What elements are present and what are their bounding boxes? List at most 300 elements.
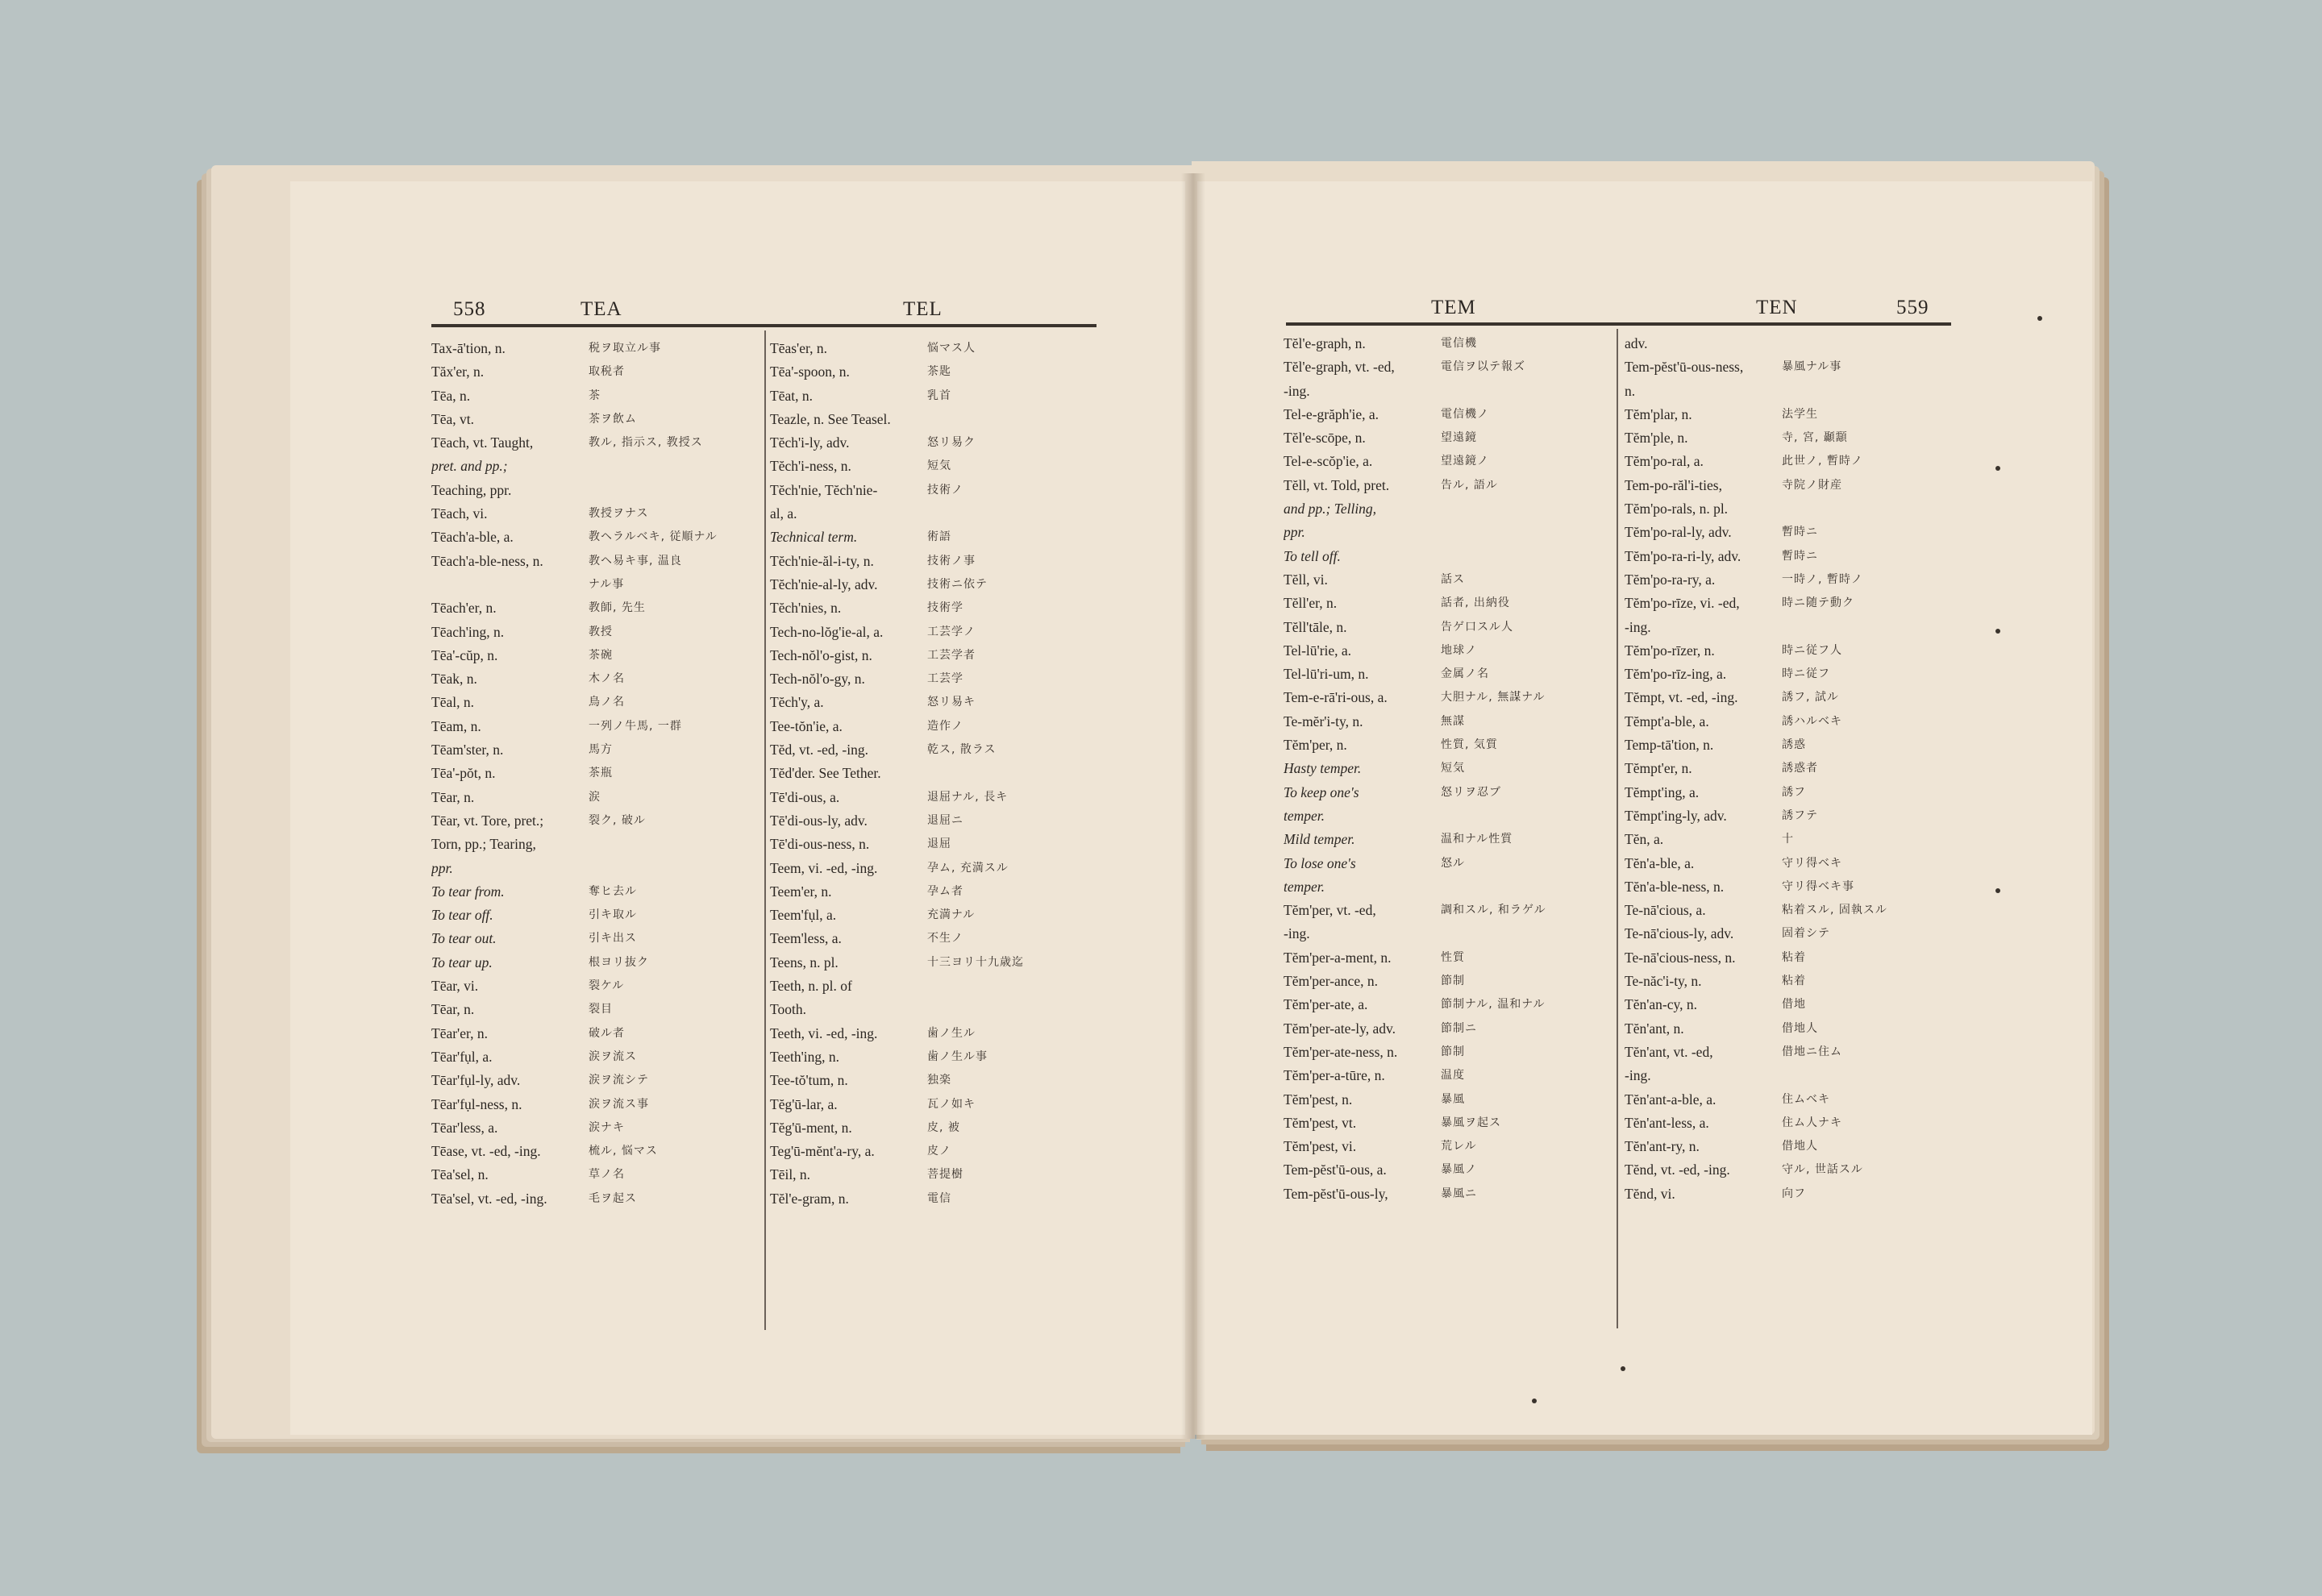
dictionary-entry (770, 1116, 1092, 1140)
japanese-definition: 乾ス, 散ラス (927, 743, 997, 757)
japanese-definition: 鳥ノ名 (589, 696, 625, 709)
japanese-definition: 借地 (1782, 998, 1806, 1012)
paper-speck (2037, 316, 2042, 321)
headword: Tēa'-spoon, n. (770, 364, 850, 380)
headword: Tĕmpt'ing-ly, adv. (1625, 807, 1727, 824)
japanese-definition: 涙ヲ流シテ (589, 1074, 649, 1087)
headword: al, a. (770, 505, 797, 522)
dictionary-entry (1625, 1135, 1947, 1158)
dictionary-entry (1625, 450, 1947, 473)
headword: Tel-lū'ri-um, n. (1284, 666, 1369, 683)
headword: Tēat, n. (770, 387, 813, 404)
dictionary-entry (431, 762, 762, 785)
headword: Tēach, vt. Taught, (431, 434, 534, 451)
dictionary-entry (770, 691, 1092, 714)
dictionary-entry (1284, 616, 1614, 639)
headword: ppr. (431, 859, 453, 876)
dictionary-entry (1284, 592, 1614, 615)
dictionary-entry (1625, 332, 1947, 355)
headword: Tĕch'nie-ăl-i-ty, n. (770, 552, 874, 569)
dictionary-entry (431, 786, 762, 809)
japanese-definition: 調和スル, 和ラゲル (1441, 904, 1546, 917)
headword: Tēam'ster, n. (431, 742, 504, 759)
dictionary-entry (770, 880, 1092, 904)
dictionary-entry (431, 715, 762, 738)
dictionary-entry (1625, 568, 1947, 592)
dictionary-entry (1625, 497, 1947, 521)
headword: Tēach'er, n. (431, 600, 497, 617)
japanese-definition: 暴風ナル事 (1782, 360, 1842, 374)
japanese-definition: 涙ナキ (589, 1120, 625, 1134)
japanese-definition: 悩マス人 (927, 342, 976, 355)
left-column-divider (764, 330, 766, 1330)
japanese-definition: 話者, 出納役 (1441, 596, 1510, 610)
headword: Tĕn'ant, vt. -ed, (1625, 1043, 1713, 1060)
japanese-definition: 皮ノ (927, 1145, 951, 1158)
dictionary-entry (431, 667, 762, 691)
headword: Teem'er, n. (770, 883, 832, 900)
dictionary-entry (1625, 875, 1947, 899)
japanese-definition: 教ル, 指示ス, 教授ス (589, 436, 703, 450)
headword: To lose one's (1284, 854, 1356, 871)
headword: Te-mĕr'i-ty, n. (1284, 713, 1363, 729)
japanese-definition: 誘フテ (1782, 808, 1818, 822)
japanese-definition: 工芸学ノ (927, 625, 976, 638)
dictionary-entry (1284, 332, 1614, 355)
japanese-definition: 歯ノ生ル (927, 1026, 976, 1040)
headword: Tĕm'pest, vi. (1284, 1138, 1357, 1155)
japanese-definition: 破ル者 (589, 1026, 625, 1040)
headword: -ing. (1284, 925, 1310, 942)
japanese-definition: 裂ケル (589, 979, 625, 993)
headword: and pp.; Telling, (1284, 501, 1377, 517)
headword: Tēak, n. (431, 671, 477, 688)
headword: Tĕnd, vi. (1625, 1185, 1675, 1202)
japanese-definition: 引キ出ス (589, 932, 637, 946)
dictionary-entry (770, 573, 1092, 596)
headword: Tĕll, vi. (1284, 571, 1328, 588)
dictionary-entry (1284, 1135, 1614, 1158)
right-header-rule (1286, 322, 1951, 326)
japanese-definition: 教ヘ易キ事, 温良 (589, 554, 682, 567)
headword: -ing. (1284, 382, 1310, 399)
dictionary-entry (1284, 1088, 1614, 1112)
headword: Tech-nŏl'o-gy, n. (770, 671, 865, 688)
dictionary-entry (1625, 521, 1947, 544)
japanese-definition: 歯ノ生ル事 (927, 1049, 988, 1063)
dictionary-entry (1625, 474, 1947, 497)
dictionary-entry (1284, 1158, 1614, 1182)
headword: Tĕmpt, vt. -ed, -ing. (1625, 689, 1738, 706)
japanese-definition: 術語 (927, 530, 951, 544)
dictionary-entry (1625, 922, 1947, 946)
japanese-definition: 茶ヲ飲ム (589, 412, 637, 426)
dictionary-entry (1284, 568, 1614, 592)
headword: Tee-tŏn'ie, a. (770, 717, 843, 734)
dictionary-entry (770, 1069, 1092, 1092)
japanese-definition: 奪ヒ去ル (589, 884, 637, 898)
japanese-definition: 技術ニ依テ (927, 577, 988, 591)
dictionary-entry (1625, 380, 1947, 403)
dictionary-entry (431, 408, 762, 431)
dictionary-entry (770, 998, 1092, 1021)
headword: Teem, vi. -ed, -ing. (770, 859, 878, 876)
headword: Tē'di-ous, a. (770, 788, 840, 805)
japanese-definition: 節制ナル, 温和ナル (1441, 998, 1546, 1012)
headword: Tĕch'y, a. (770, 694, 824, 711)
headword: Tĕn'ant-less, a. (1625, 1114, 1709, 1131)
japanese-definition: 節制ニ (1441, 1021, 1477, 1035)
headword: Tĕmpt'er, n. (1625, 760, 1692, 777)
dictionary-entry (1284, 1041, 1614, 1064)
dictionary-entry (770, 1140, 1092, 1163)
headword: Torn, pp.; Tearing, (431, 836, 536, 853)
headword: Tĕm'per-a-ment, n. (1284, 949, 1392, 966)
headword: To tear from. (431, 883, 505, 900)
dictionary-entry (770, 550, 1092, 573)
dictionary-entry (770, 479, 1092, 502)
dictionary-entry (1284, 639, 1614, 663)
japanese-definition: 工芸学者 (927, 648, 976, 662)
japanese-definition: 節制 (1441, 1045, 1465, 1058)
headword: Tĕn'a-ble, a. (1625, 854, 1695, 871)
japanese-definition: 誘ハルベキ (1782, 714, 1842, 728)
headword: Tĕm'per-ate, a. (1284, 996, 1368, 1013)
headword: Tēal, n. (431, 694, 474, 711)
japanese-definition: 誘フ (1782, 785, 1806, 799)
headword: Tēar'less, a. (431, 1119, 498, 1136)
dictionary-entry (770, 360, 1092, 384)
headword: Tĕm'per-ate-ness, n. (1284, 1043, 1398, 1060)
dictionary-entry (1625, 403, 1947, 426)
japanese-definition: 話ス (1441, 572, 1465, 586)
headword: To keep one's (1284, 783, 1359, 800)
left-column-2 (770, 337, 1092, 1211)
dictionary-entry (1284, 450, 1614, 473)
paper-speck (1995, 629, 2000, 634)
dictionary-entry (1284, 946, 1614, 970)
dictionary-entry (770, 667, 1092, 691)
headword: Tĕm'po-ra-ri-ly, adv. (1625, 547, 1742, 564)
headword: Tĕm'po-ra-ry, a. (1625, 571, 1716, 588)
dictionary-entry (431, 904, 762, 927)
dictionary-entry (1625, 1088, 1947, 1112)
japanese-definition: 借地人 (1782, 1140, 1818, 1153)
headword: Tēas'er, n. (770, 340, 827, 356)
dictionary-entry (431, 738, 762, 762)
japanese-definition: 取税者 (589, 365, 625, 379)
japanese-definition: 教師, 先生 (589, 601, 646, 615)
headword: Tĕch'nie, Tĕch'nie- (770, 481, 878, 498)
headword: Tĕch'nies, n. (770, 600, 842, 617)
left-column-1 (431, 337, 762, 1211)
japanese-definition: 退屈ニ (927, 813, 963, 827)
dictionary-entry (1625, 545, 1947, 568)
headword: Tee-tŏ'tum, n. (770, 1072, 848, 1089)
paper-speck (1532, 1399, 1537, 1403)
japanese-definition: 皮, 被 (927, 1120, 960, 1134)
headword: Tēa'sel, vt. -ed, -ing. (431, 1190, 547, 1207)
headword: Hasty temper. (1284, 760, 1362, 777)
dictionary-entry (1625, 757, 1947, 780)
headword: Teens, n. pl. (770, 954, 838, 970)
headword: Tem-pĕst'ū-ous-ly, (1284, 1185, 1388, 1202)
dictionary-entry (770, 526, 1092, 549)
headword: Tĕl'e-gram, n. (770, 1190, 849, 1207)
japanese-definition: 暴風ヲ起ス (1441, 1116, 1501, 1129)
headword: Tĕg'ū-lar, a. (770, 1095, 838, 1112)
dictionary-entry (431, 455, 762, 478)
japanese-definition: 寺院ノ財産 (1782, 478, 1842, 492)
headword: Tĕnd, vt. -ed, -ing. (1625, 1162, 1730, 1178)
japanese-definition: 孕ム, 充満スル (927, 861, 1009, 875)
dictionary-entry (770, 715, 1092, 738)
japanese-definition: 暴風ニ (1441, 1187, 1477, 1200)
headword: Tēa'sel, n. (431, 1166, 489, 1183)
japanese-definition: 暴風ノ (1441, 1163, 1477, 1177)
dictionary-entry (431, 479, 762, 502)
dictionary-entry (431, 360, 762, 384)
dictionary-entry (1284, 521, 1614, 544)
dictionary-entry (1284, 663, 1614, 686)
dictionary-entry (431, 951, 762, 975)
japanese-definition: 節制 (1441, 975, 1465, 988)
headword: Tĕm'plar, n. (1625, 405, 1692, 422)
headword: Tĕll, vt. Told, pret. (1284, 476, 1390, 493)
japanese-definition: 誘フ, 試ル (1782, 691, 1839, 704)
headword: Temp-tā'tion, n. (1625, 737, 1714, 754)
japanese-definition: 充満ナル (927, 908, 976, 922)
japanese-definition: 技術学 (927, 601, 963, 615)
dictionary-entry (770, 408, 1092, 431)
headword: temper. (1284, 878, 1325, 895)
headword: Tem-e-rā'ri-ous, a. (1284, 689, 1388, 706)
headword: Tem-pĕst'ū-ous, a. (1284, 1162, 1387, 1178)
headword: To tear off. (431, 907, 493, 924)
dictionary-entry (431, 384, 762, 408)
dictionary-entry (1625, 592, 1947, 615)
japanese-definition: 十三ヨリ十九歳迄 (927, 955, 1024, 969)
dictionary-entry (431, 644, 762, 667)
headword: Tēar, n. (431, 1001, 475, 1018)
dictionary-entry (431, 550, 762, 573)
japanese-definition: 独楽 (927, 1074, 951, 1087)
dictionary-entry (431, 833, 762, 856)
japanese-definition: 一時ノ, 暫時ノ (1782, 572, 1863, 586)
dictionary-entry (1284, 545, 1614, 568)
japanese-definition: 此世ノ, 暫時ノ (1782, 455, 1863, 468)
headword: Tĕn, a. (1625, 831, 1664, 848)
japanese-definition: 金属ノ名 (1441, 667, 1489, 681)
japanese-definition: 茶 (589, 389, 601, 402)
japanese-definition: 粘着 (1782, 950, 1806, 964)
book-gutter (1181, 173, 1205, 1439)
dictionary-entry (431, 596, 762, 620)
japanese-definition: 教授 (589, 625, 613, 638)
dictionary-entry (1284, 734, 1614, 757)
headword: Tēar, n. (431, 788, 475, 805)
dictionary-entry (431, 691, 762, 714)
japanese-definition: 住ムベキ (1782, 1092, 1830, 1106)
headword: Tēar, vt. Tore, pret.; (431, 812, 544, 829)
dictionary-entry (1625, 1017, 1947, 1041)
headword: Teeth'ing, n. (770, 1048, 840, 1065)
dictionary-entry (1284, 1064, 1614, 1087)
dictionary-entry (770, 1163, 1092, 1187)
japanese-definition: 温度 (1441, 1069, 1465, 1083)
headword: Tem-po-răl'i-ties, (1625, 476, 1722, 493)
headword: Tĕd'der. See Tether. (770, 765, 881, 782)
headword: -ing. (1625, 618, 1651, 635)
dictionary-entry (1284, 686, 1614, 709)
headword: Tĕm'per-ate-ly, adv. (1284, 1020, 1396, 1037)
dictionary-entry (1625, 1112, 1947, 1135)
japanese-definition: 根ヨリ抜ク (589, 955, 649, 969)
japanese-definition: 望遠鏡 (1441, 431, 1477, 445)
dictionary-entry (1625, 1158, 1947, 1182)
dictionary-entry (1625, 1041, 1947, 1064)
headword: Tĕll'er, n. (1284, 595, 1338, 612)
headword: Teaching, ppr. (431, 481, 512, 498)
japanese-definition: 草ノ名 (589, 1168, 625, 1182)
headword: Te-nā'cious-ly, adv. (1625, 925, 1734, 942)
headword: ppr. (1284, 524, 1305, 541)
headword: Teeth, vi. -ed, -ing. (770, 1025, 878, 1041)
japanese-definition: 電信機 (1441, 337, 1477, 350)
dictionary-entry (431, 526, 762, 549)
dictionary-entry (1625, 355, 1947, 379)
headword: Tēar'fụl-ly, adv. (431, 1072, 521, 1089)
headword: Tel-e-grăph'ie, a. (1284, 405, 1379, 422)
japanese-definition: ナル事 (589, 577, 625, 591)
dictionary-entry (1625, 639, 1947, 663)
dictionary-entry (1284, 804, 1614, 828)
dictionary-entry (431, 1093, 762, 1116)
dictionary-entry (770, 431, 1092, 455)
left-page-number: 558 (453, 298, 486, 320)
headword: Tĕm'po-rals, n. pl. (1625, 501, 1729, 517)
japanese-definition: 住ム人ナキ (1782, 1116, 1842, 1129)
japanese-definition: 乳首 (927, 389, 951, 402)
japanese-definition: 暴風 (1441, 1092, 1465, 1106)
japanese-definition: 茶匙 (927, 365, 951, 379)
dictionary-entry (1284, 355, 1614, 379)
headword: -ing. (1625, 1067, 1651, 1084)
dictionary-entry (431, 975, 762, 998)
japanese-definition: 粘着スル, 固執スル (1782, 904, 1887, 917)
headword: Tĕch'i-ly, adv. (770, 434, 850, 451)
headword: pret. and pp.; (431, 458, 508, 475)
japanese-definition: 大胆ナル, 無謀ナル (1441, 691, 1546, 704)
dictionary-entry (431, 1187, 762, 1211)
japanese-definition: 法学生 (1782, 407, 1818, 421)
japanese-definition: 怒リ易キ (927, 696, 976, 709)
japanese-definition: 退屈ナル, 長キ (927, 790, 1009, 804)
headword: n. (1625, 382, 1636, 399)
headword: Tĕm'pest, n. (1284, 1091, 1353, 1108)
dictionary-entry (770, 762, 1092, 785)
headword: Teazle, n. See Teasel. (770, 410, 891, 427)
japanese-definition: 暫時ニ (1782, 549, 1818, 563)
headword: Technical term. (770, 529, 858, 546)
dictionary-entry (1284, 474, 1614, 497)
headword: Tĕn'ant, n. (1625, 1020, 1684, 1037)
dictionary-entry (1625, 852, 1947, 875)
dictionary-entry (431, 621, 762, 644)
headword: Tax-ā'tion, n. (431, 340, 506, 356)
japanese-definition: 毛ヲ起ス (589, 1191, 637, 1205)
japanese-definition: 技術ノ事 (927, 554, 976, 567)
dictionary-entry (1284, 1112, 1614, 1135)
dictionary-entry (1625, 970, 1947, 993)
dictionary-entry (770, 1187, 1092, 1211)
headword: Tĕg'ū-ment, n. (770, 1119, 852, 1136)
headword: temper. (1284, 807, 1325, 824)
japanese-definition: 怒リヲ忍ブ (1441, 785, 1501, 799)
japanese-definition: 借地ニ住ム (1782, 1045, 1842, 1058)
headword: Tēil, n. (770, 1166, 811, 1183)
left-guide-word-first: TEA (580, 298, 622, 320)
dictionary-entry (431, 431, 762, 455)
japanese-definition: 造作ノ (927, 719, 963, 733)
headword: Tĕm'po-rīzer, n. (1625, 642, 1715, 659)
dictionary-entry (770, 809, 1092, 833)
headword: Tem-pĕst'ū-ous-ness, (1625, 359, 1744, 376)
dictionary-entry (1625, 781, 1947, 804)
japanese-definition: 梳ル, 悩マス (589, 1145, 658, 1158)
headword: Tĕn'a-ble-ness, n. (1625, 878, 1725, 895)
headword: Te-nā'cious, a. (1625, 902, 1706, 919)
headword: Te-năc'i-ty, n. (1625, 973, 1702, 990)
headword: Tēach'ing, n. (431, 623, 505, 640)
headword: Tĕl'e-graph, n. (1284, 335, 1366, 351)
headword: Tēa, vt. (431, 410, 474, 427)
headword: Tēar'fụl, a. (431, 1048, 493, 1065)
headword: Tech-no-lŏg'ie-al, a. (770, 623, 884, 640)
japanese-definition: 告ゲ口スル人 (1441, 620, 1513, 634)
japanese-definition: 孕ム者 (927, 884, 963, 898)
dictionary-entry (770, 621, 1092, 644)
dictionary-entry (1284, 497, 1614, 521)
japanese-definition: 時ニ随テ動ク (1782, 596, 1854, 610)
dictionary-entry (770, 1093, 1092, 1116)
japanese-definition: 裂目 (589, 1003, 613, 1016)
headword: Tĕmpt'ing, a. (1625, 783, 1700, 800)
headword: Tĕn'ant-a-ble, a. (1625, 1091, 1717, 1108)
dictionary-entry (431, 337, 762, 360)
headword: Tĕm'po-rīze, vi. -ed, (1625, 595, 1740, 612)
dictionary-entry (1284, 828, 1614, 851)
dictionary-entry (431, 502, 762, 526)
japanese-definition: 涙ヲ流ス (589, 1049, 637, 1063)
dictionary-entry (770, 904, 1092, 927)
headword: Tĕm'per-ance, n. (1284, 973, 1378, 990)
headword: Teem'less, a. (770, 930, 842, 947)
headword: Tĕm'per, vt. -ed, (1284, 902, 1376, 919)
headword: Tĕn'ant-ry, n. (1625, 1138, 1700, 1155)
japanese-definition: 時ニ従フ人 (1782, 643, 1842, 657)
headword: Tēase, vt. -ed, -ing. (431, 1143, 541, 1160)
dictionary-entry (1284, 970, 1614, 993)
dictionary-entry (431, 927, 762, 950)
paper-speck (1995, 888, 2000, 893)
right-page-number: 559 (1896, 297, 1929, 318)
headword: Tēa, n. (431, 387, 471, 404)
japanese-definition: 性質 (1441, 950, 1465, 964)
dictionary-entry (1284, 710, 1614, 734)
dictionary-entry (1625, 616, 1947, 639)
japanese-definition: 税ヲ取立ル事 (589, 342, 661, 355)
